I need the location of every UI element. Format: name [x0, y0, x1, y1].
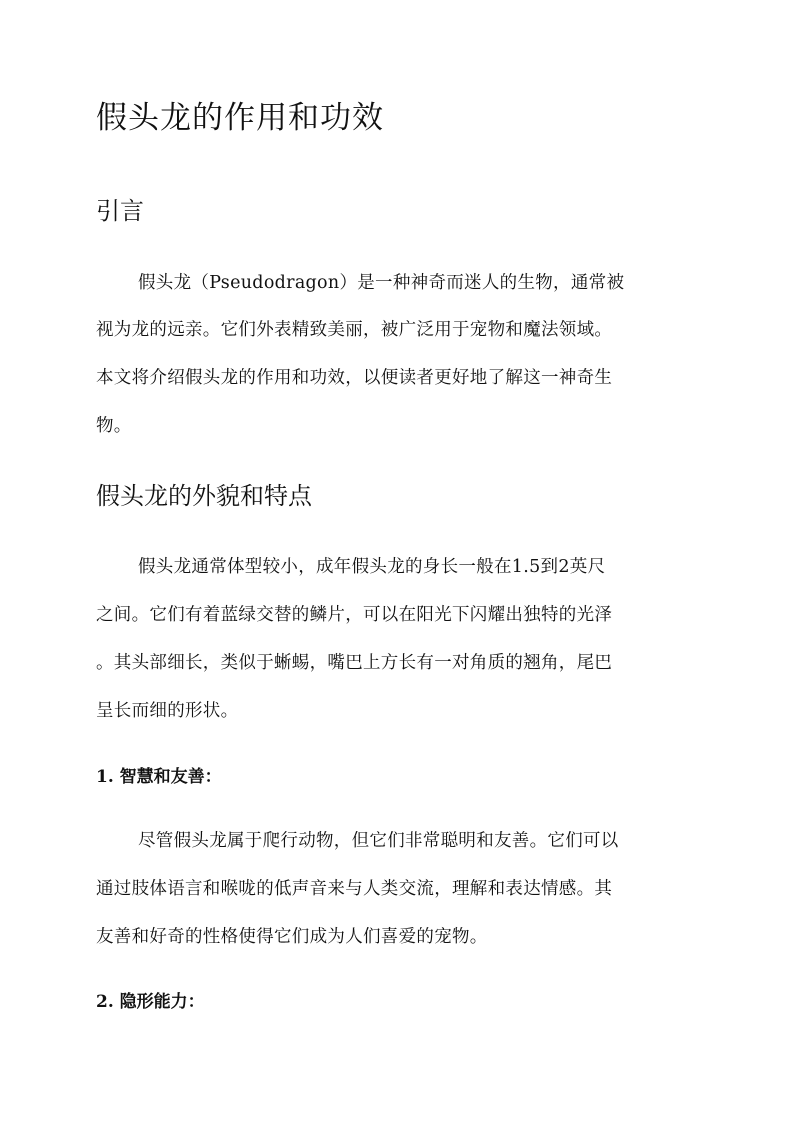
subsection-1-paragraph-line: 友善和好奇的性格使得它们成为人们喜爱的宠物。 — [96, 927, 488, 947]
intro-paragraph-line: 物。 — [96, 416, 132, 436]
intro-paragraph-line: 假头龙（Pseudodragon）是一种神奇而迷人的生物，通常被 — [138, 273, 625, 293]
subsection-1-paragraph-line: 尽管假头龙属于爬行动物，但它们非常聪明和友善。它们可以 — [138, 831, 619, 851]
intro-paragraph-line: 本文将介绍假头龙的作用和功效，以便读者更好地了解这一神奇生 — [96, 368, 613, 388]
appearance-paragraph-line: 之间。它们有着蓝绿交替的鳞片，可以在阳光下闪耀出独特的光泽 — [96, 605, 613, 625]
document-title: 假头龙的作用和功效 — [96, 100, 384, 136]
subsection-2-heading: 2. 隐形能力： — [96, 992, 205, 1012]
appearance-heading: 假头龙的外貌和特点 — [96, 482, 312, 510]
subsection-1-heading: 1. 智慧和友善： — [96, 767, 222, 787]
intro-paragraph-line: 视为龙的远亲。它们外表精致美丽，被广泛用于宠物和魔法领域。 — [96, 320, 613, 340]
appearance-paragraph-line: 假头龙通常体型较小，成年假头龙的身长一般在1.5到2英尺 — [138, 557, 606, 577]
appearance-paragraph-line: 。其头部细长，类似于蜥蜴，嘴巴上方长有一对角质的翘角，尾巴 — [96, 653, 613, 673]
appearance-paragraph-line: 呈长而细的形状。 — [96, 701, 239, 721]
subsection-1-paragraph-line: 通过肢体语言和喉咙的低声音来与人类交流，理解和表达情感。其 — [96, 879, 613, 899]
intro-heading: 引言 — [96, 197, 144, 225]
